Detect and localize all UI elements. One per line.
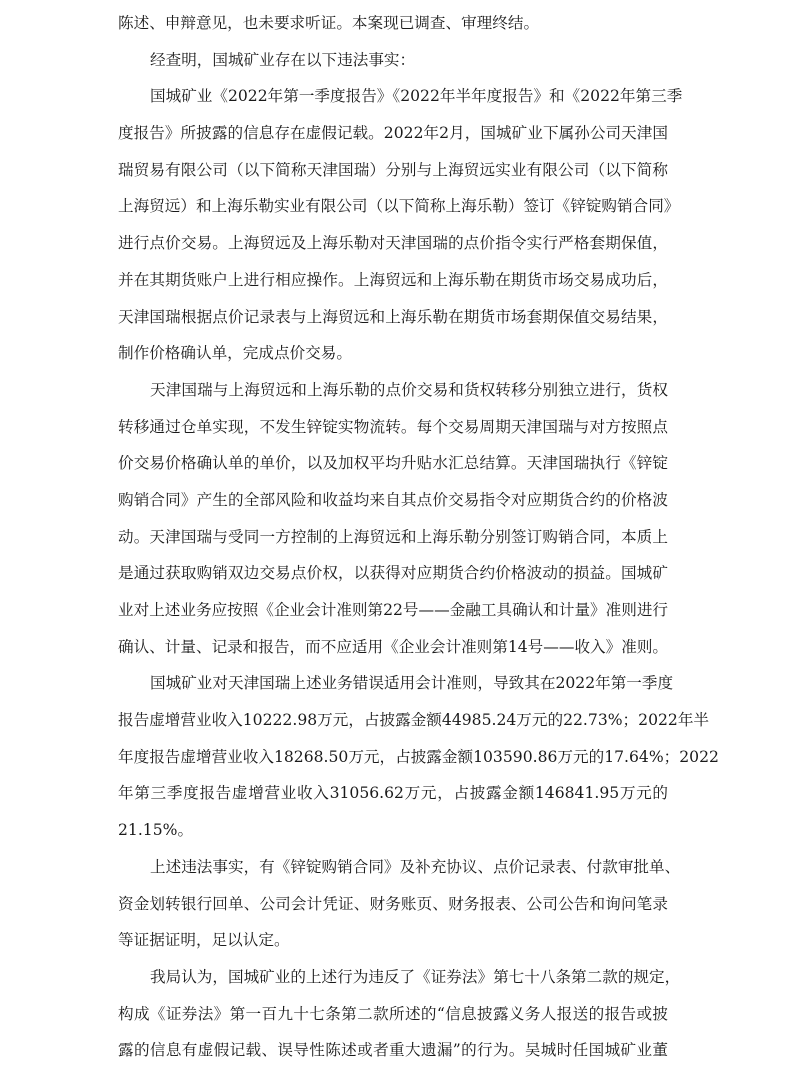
text-line: 进行点价交易。上海贸远及上海乐勒对天津国瑞的点价指令实行严格套期保值， [118,234,668,253]
text-line: 业对上述业务应按照《企业会计准则第22号——金融工具确认和计量》准则进行 [118,601,669,619]
text-line: 资金划转银行回单、公司会计凭证、财务账页、财务报表、公司公告和询问笔录 [118,894,668,913]
text-line: 上海贸远）和上海乐勒实业有限公司（以下简称上海乐勒）签订《锌锭购销合同》 [118,197,680,216]
text-line: 我局认为，国城矿业的上述行为违反了《证券法》第七十八条第二款的规定， [150,967,681,986]
text-line: 陈述、申辩意见，也未要求听证。本案现已调查、审理终结。 [118,14,540,32]
text-line: 国城矿业对天津国瑞上述业务错误适用会计准则，导致其在2022年第一季度 [150,674,674,693]
text-line: 动。天津国瑞与受同一方控制的上海贸远和上海乐勒分别签订购销合同，本质上 [118,527,668,546]
text-line: 天津国瑞与上海贸远和上海乐勒的点价交易和货权转移分别独立进行，货权 [150,380,668,399]
paragraph-evidence [118,852,681,962]
paragraph-false-records [118,81,683,375]
text-line: 露的信息有虚假记载、误导性陈述或者重大遗漏”的行为。吴城时任国城矿业董 [118,1041,668,1060]
text-line: 报告虚增营业收入10222.98万元，占披露金额44985.24万元的22.73%；2022年半 [118,711,710,730]
text-line: 转移通过仓单实现，不发生锌锭实物流转。每个交易周期天津国瑞与对方按照点 [118,417,668,436]
text-line: 并在其期货账户上进行相应操作。上海贸远和上海乐勒在期货市场交易成功后， [118,270,668,289]
text-line: 上述违法事实，有《锌锭购销合同》及补充协议、点价记录表、付款审批单、 [150,857,681,876]
text-line: 年度报告虚增营业收入18268.50万元，占披露金额103590.86万元的17.64%；2022 [118,747,719,766]
text-line: 购销合同》产生的全部风险和收益均来自其点价交易指令对应期货合约的价格波 [118,490,668,509]
text-line: 价交易价格确认单的单价，以及加权平均升贴水汇总结算。天津国瑞执行《锌锭 [118,454,668,473]
text-line: 年第三季度报告虚增营业收入31056.62万元，占披露金额146841.95万元的 [118,784,668,803]
paragraph-transaction-analysis [118,375,668,669]
text-line: 是通过获取购销双边交易点价权，以获得对应期货合约价格波动的损益。国城矿 [118,564,668,583]
text-line: 经查明，国城矿业存在以下违法事实： [150,50,416,69]
text-line: 制作价格确认单，完成点价交易。 [118,344,352,363]
document-page [118,8,719,1072]
paragraph-legal-conclusion [118,962,681,1072]
text-line: 瑞贸易有限公司（以下简称天津国瑞）分别与上海贸远实业有限公司（以下简称 [118,160,668,179]
text-line: 天津国瑞根据点价记录表与上海贸远和上海乐勒在期货市场套期保值交易结果， [118,307,668,326]
paragraph-hearing-conclusion [118,8,668,45]
paragraph-inflated-revenue [118,668,719,851]
text-line: 确认、计量、记录和报告，而不应适用《企业会计准则第14号——收入》准则。 [118,637,669,656]
text-line: 度报告》所披露的信息存在虚假记载。2022年2月，国城矿业下属孙公司天津国 [118,124,668,143]
text-line: 构成《证券法》第一百九十七条第二款所述的“信息披露义务人报送的报告或披 [118,1004,668,1023]
text-line: 国城矿业《2022年第一季度报告》《2022年半年度报告》和《2022年第三季 [150,87,683,106]
paragraph-facts-intro [118,45,668,82]
text-line: 21.15%。 [118,821,194,840]
text-line: 等证据证明，足以认定。 [118,931,290,950]
